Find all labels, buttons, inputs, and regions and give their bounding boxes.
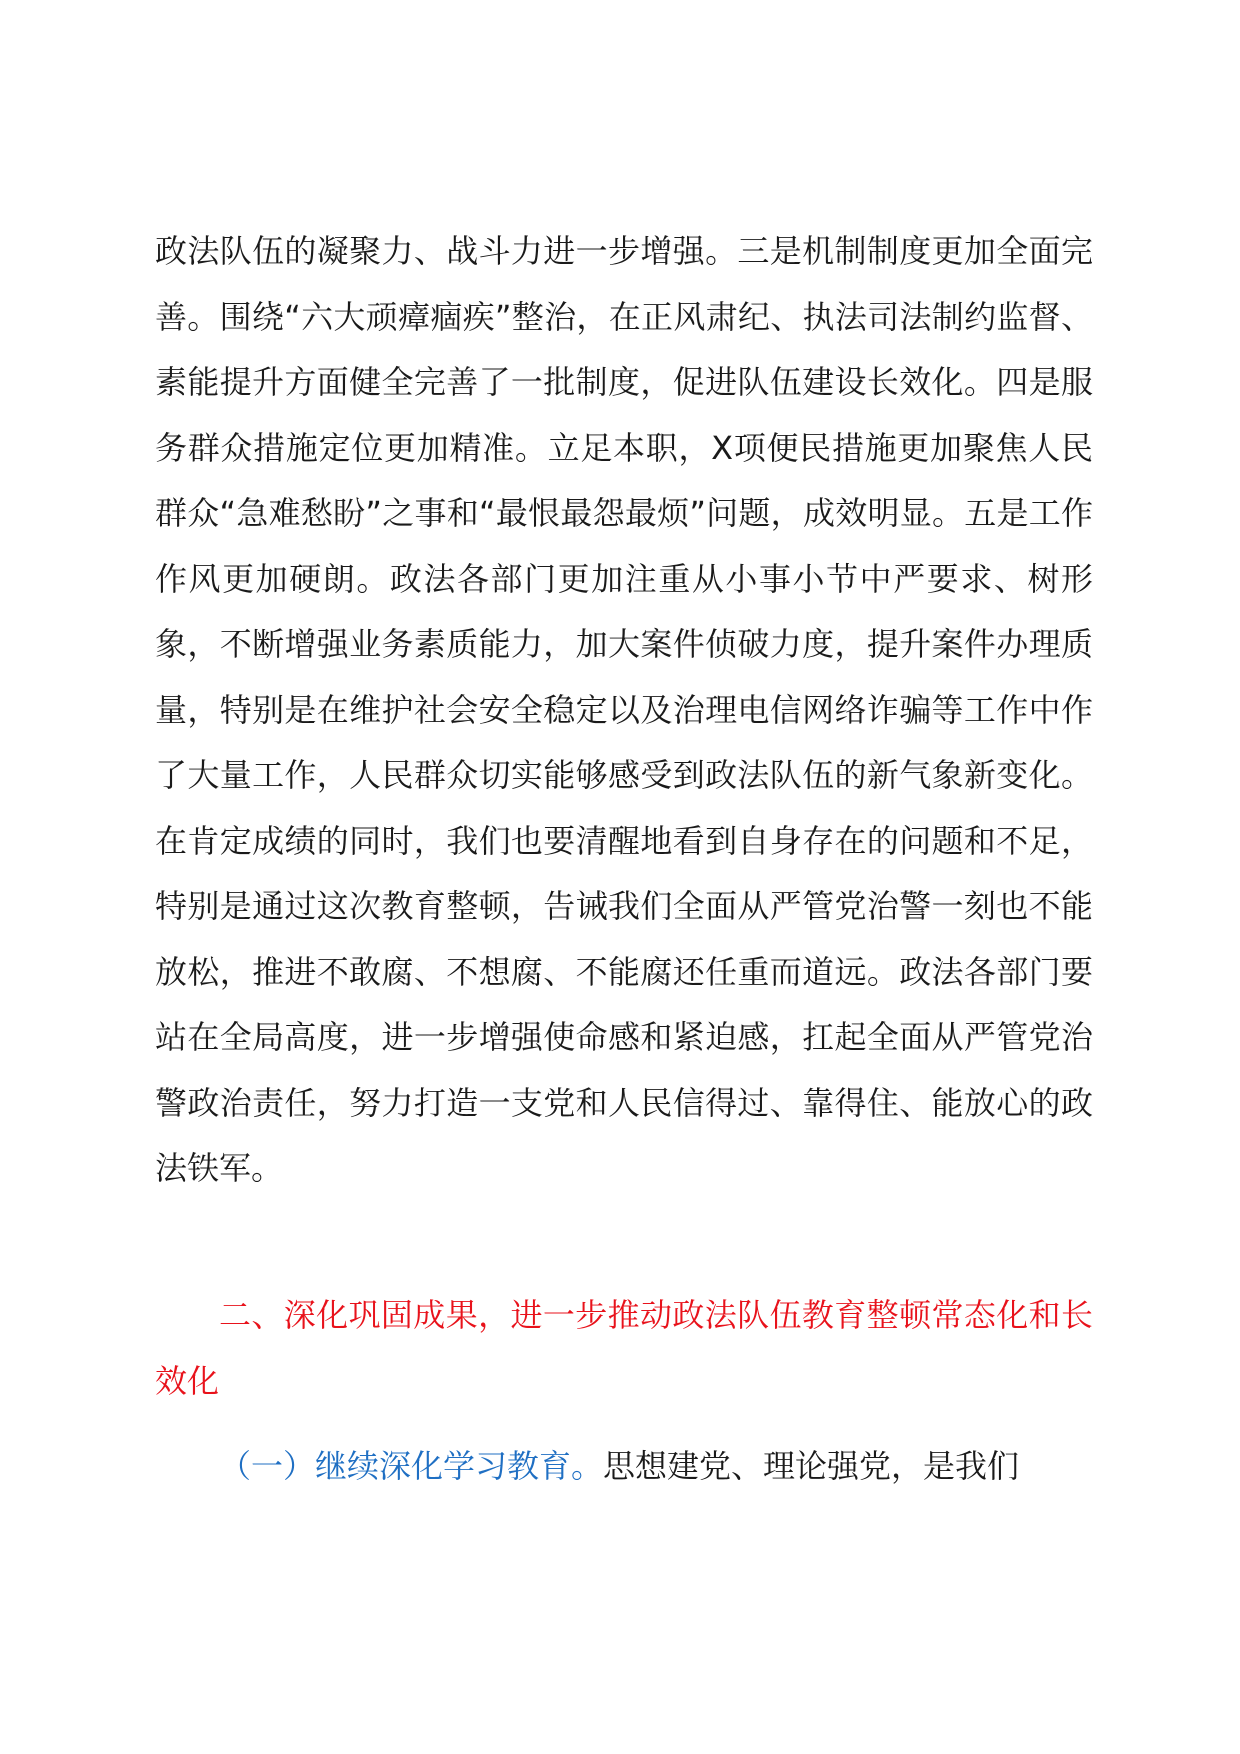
subsection-text: 思想建党、理论强党，是我们 xyxy=(603,1447,1020,1485)
section-heading: 二、深化巩固成果，进一步推动政法队伍教育整顿常态化和长效化 xyxy=(155,1296,1093,1400)
subsection-paragraph xyxy=(155,1434,1093,1500)
body-paragraph: 政法队伍的凝聚力、战斗力进一步增强。三是机制制度更加全面完善。围绕“六大顽瘴痼疾”整治，在正风肃纪、执法司法制约监督、素能提升方面健全完善了一批制度，促进队伍建设长效化。四是服务群众措施定位更加精准。立足本职，X项便民措施更加聚焦人民群众“急难愁盼”之事和“最恨最怨最烦”问题，成效明显。五是工作作风更加硬朗。政法各部门更加注重从小事小节中严要求、树形象，不断增强业务素质能力，加大案件侦破力度，提升案件办理质量，特别是在维护社会安全稳定以及治理电信网络诈骗等工作中作了大量工作，人民群众切实能够感受到政法队伍的新气象新变化。在肯定成绩的同时，我们也要清醒地看到自身存在的问题和不足，特别是通过这次教育整顿，告诫我们全面从严管党治警一刻也不能放松，推进不敢腐、不想腐、不能腐还任重而道远。政法各部门要站在全局高度，进一步增强使命感和紧迫感，扛起全面从严管党治警政治责任，努力打造一支党和人民信得过、靠得住、能放心的政法铁军。 xyxy=(155,232,1093,1187)
subsection-title: （一）继续深化学习教育。 xyxy=(219,1447,604,1485)
